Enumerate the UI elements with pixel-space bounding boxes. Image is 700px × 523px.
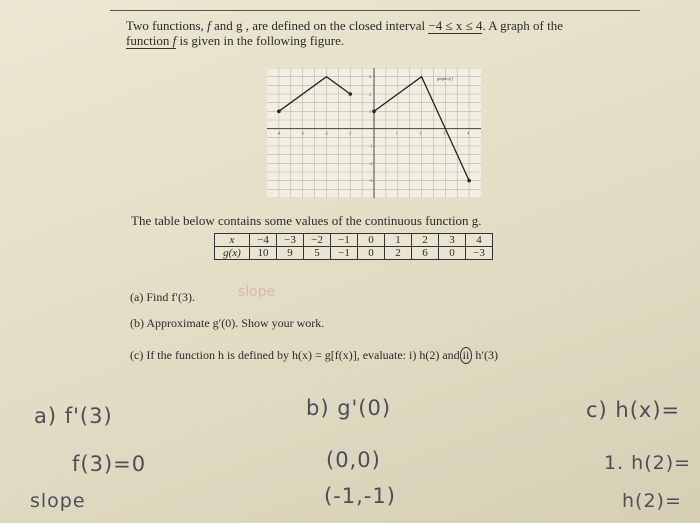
endpoint <box>348 92 352 96</box>
g-values-table <box>214 233 493 260</box>
x-tick-label: -1 <box>348 130 352 136</box>
question-c-text: (c) If the function h is defined by h(x) = g[f(x)], evaluate: i) h(2) and <box>130 348 460 362</box>
question-a: (a) Find f′(3). <box>130 290 195 304</box>
hw-b-pt2: (-1,-1) <box>324 484 396 508</box>
x-cell: −3 <box>277 234 304 247</box>
g-cell: 6 <box>412 247 439 260</box>
question-c <box>130 347 498 364</box>
graph-label: graph of f <box>437 76 453 81</box>
x-cell: −1 <box>331 234 358 247</box>
g-cell: 0 <box>358 247 385 260</box>
hw-b-head: b) g'(0) <box>306 396 392 420</box>
y-tick-label: 2 <box>369 91 371 97</box>
g-cell: 0 <box>439 247 466 260</box>
x-cell: 2 <box>412 234 439 247</box>
row-header-g: g(x) <box>215 247 250 260</box>
endpoint <box>467 179 471 183</box>
y-tick-label: 1 <box>369 108 371 114</box>
y-tick-label: -3 <box>369 178 373 184</box>
question-c-end: h′(3) <box>472 348 498 362</box>
interval: −4 ≤ x ≤ 4 <box>428 18 483 33</box>
x-tick-label: 2 <box>419 130 422 136</box>
x-cell: 1 <box>385 234 412 247</box>
x-cell: −4 <box>250 234 277 247</box>
graph-of-f <box>267 68 481 198</box>
g-cell: 9 <box>277 247 304 260</box>
g-cell: 2 <box>385 247 412 260</box>
hw-c-line2: h(2)= <box>622 490 682 512</box>
intro-f-2: f <box>172 33 177 48</box>
y-tick-label: -1 <box>369 143 373 149</box>
g-cell: 5 <box>304 247 331 260</box>
hw-c-head: c) h(x)= <box>586 398 681 422</box>
y-tick-label: 3 <box>369 74 371 80</box>
hw-a-head: a) f'(3) <box>34 404 113 428</box>
problem-intro <box>126 18 626 48</box>
circled-ii: ii <box>460 347 473 364</box>
x-cell: 0 <box>358 234 385 247</box>
hw-a-slope: slope <box>30 490 86 512</box>
x-tick-label: 3 <box>443 130 446 136</box>
x-cell: 4 <box>466 234 493 247</box>
x-tick-label: -2 <box>324 130 328 136</box>
intro-text-5: is given in the following figure. <box>176 33 345 48</box>
intro-text-3: . A graph of the <box>482 18 563 33</box>
x-tick-label: 4 <box>467 130 470 136</box>
x-cell: −2 <box>304 234 331 247</box>
y-tick-label: -2 <box>369 160 373 166</box>
intro-text-4: function <box>126 33 173 48</box>
x-tick-label: -3 <box>300 130 305 136</box>
g-cell: −3 <box>466 247 493 260</box>
hw-a-line: f(3)=0 <box>72 452 147 476</box>
endpoint <box>277 110 281 114</box>
table-row-x <box>215 234 493 247</box>
table-intro: The table below contains some values of the continuous function g. <box>131 213 482 228</box>
x-cell: 3 <box>439 234 466 247</box>
endpoint <box>372 110 376 114</box>
hw-c-line1: 1. h(2)= <box>604 452 692 474</box>
intro-f: f <box>207 18 211 33</box>
x-tick-label: -4 <box>276 130 281 136</box>
intro-text: Two functions, <box>126 18 208 33</box>
row-header-x: x <box>215 234 250 247</box>
g-cell: −1 <box>331 247 358 260</box>
g-cell: 10 <box>250 247 277 260</box>
intro-text-2: and g , are defined on the closed interval <box>210 18 429 33</box>
table-row-g <box>215 247 493 260</box>
pencil-note: slope <box>238 284 276 300</box>
top-rule <box>110 10 640 11</box>
hw-b-pt1: (0,0) <box>326 448 381 472</box>
x-tick-label: 1 <box>395 130 398 136</box>
question-b: (b) Approximate g′(0). Show your work. <box>130 316 325 330</box>
